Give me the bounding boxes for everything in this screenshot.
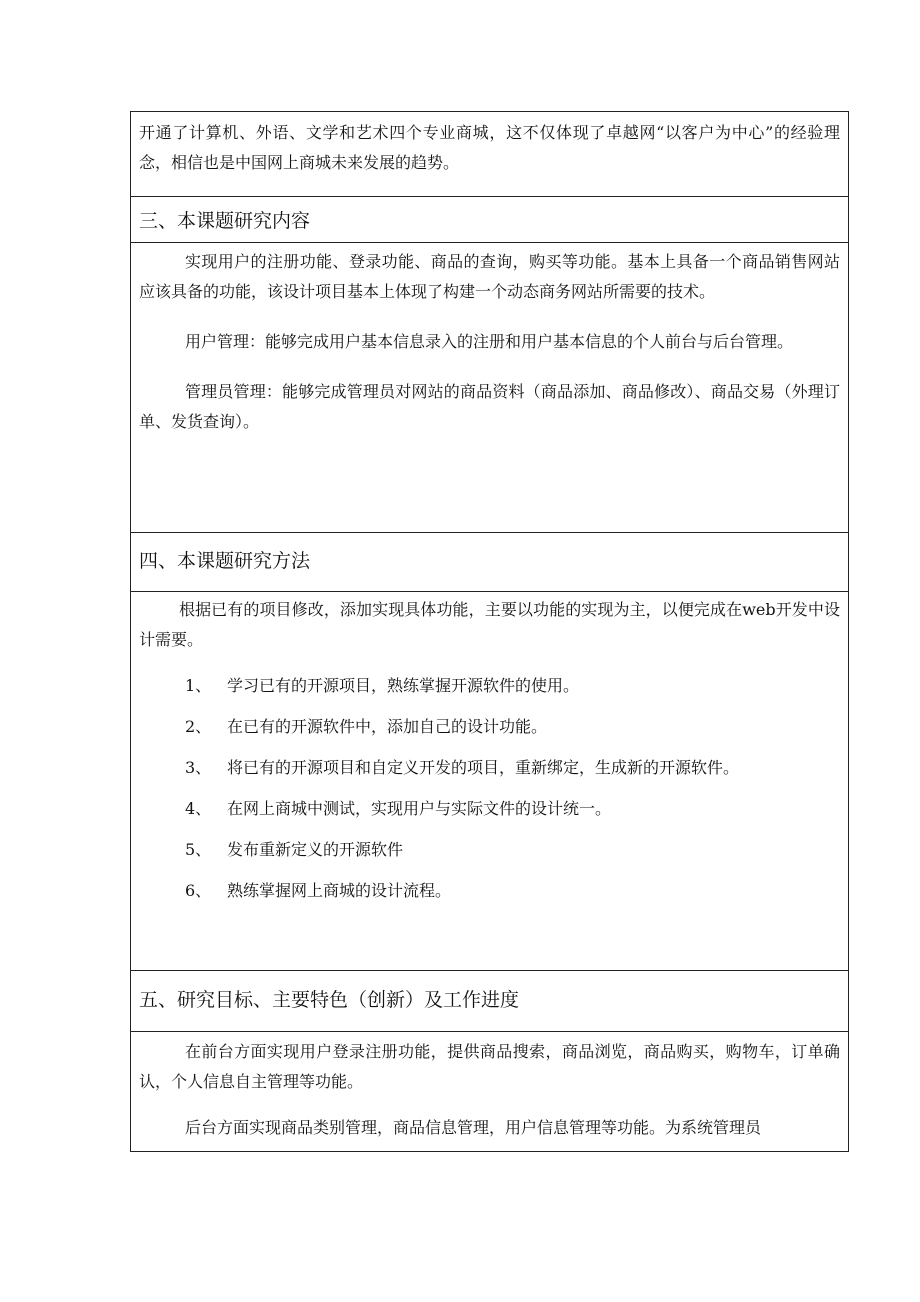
list-item (139, 837, 840, 860)
section3-paragraph: 用户管理：能够完成用户基本信息录入的注册和用户基本信息的个人前台与后台管理。 (185, 332, 794, 351)
section3-paragraph: 实现用户的注册功能、登录功能、商品的查询，购买等功能。基本上具备一个商品销售网站应该具备的功能，该设计项目基本上体现了构建一个动态商务网站所需要的技术。 (139, 252, 840, 301)
list-item (139, 673, 840, 696)
section5-heading-row (131, 970, 848, 1031)
section4-content-row (131, 591, 848, 970)
section4-intro: 根据已有的项目修改，添加实现具体功能，主要以功能的实现为主，以便完成在web开发中设计需要。 (139, 600, 840, 649)
section4-heading-row (131, 532, 848, 591)
list-item (139, 878, 840, 901)
list-item-text: 在已有的开源软件中，添加自己的设计功能。 (227, 717, 548, 736)
section5-paragraph: 后台方面实现商品类别管理，商品信息管理，用户信息管理等功能。为系统管理员 (185, 1118, 762, 1137)
list-item (139, 714, 840, 737)
list-item-text: 在网上商城中测试，实现用户与实际文件的设计统一。 (227, 799, 612, 818)
list-item (139, 755, 840, 778)
list-item-text: 学习已有的开源项目，熟练掌握开源软件的使用。 (227, 676, 580, 695)
section5-content-row (131, 1031, 848, 1151)
section3-paragraph: 管理员管理：能够完成管理员对网站的商品资料（商品添加、商品修改）、商品交易（外理订单、发货查询）。 (139, 382, 840, 431)
section3-content-row (131, 242, 848, 532)
section5-heading: 五、研究目标、主要特色（创新）及工作进度 (139, 989, 520, 1011)
list-item (139, 796, 840, 819)
section4-heading: 四、本课题研究方法 (139, 550, 311, 572)
list-item-number: 2、 (185, 717, 212, 736)
list-item-number: 5、 (185, 840, 212, 859)
list-item-text: 熟练掌握网上商城的设计流程。 (227, 881, 452, 900)
list-item-number: 3、 (185, 758, 212, 777)
section3-heading: 三、本课题研究内容 (139, 210, 311, 232)
list-item-text: 发布重新定义的开源软件 (227, 840, 404, 859)
intro-row (131, 112, 848, 196)
section3-heading-row (131, 196, 848, 242)
list-item-number: 4、 (185, 799, 212, 818)
list-item-text: 将已有的开源项目和自定义开发的项目，重新绑定，生成新的开源软件。 (227, 758, 740, 777)
section5-paragraph: 在前台方面实现用户登录注册功能，提供商品搜索，商品浏览，商品购买，购物车，订单确认，个人信息自主管理等功能。 (139, 1042, 840, 1091)
intro-paragraph: 开通了计算机、外语、文学和艺术四个专业商城，这不仅体现了卓越网“以客户为中心”的经验理念，相信也是中国网上商城未来发展的趋势。 (139, 123, 840, 172)
list-item-number: 6、 (185, 881, 212, 900)
document-table (130, 111, 849, 1152)
list-item-number: 1、 (185, 676, 212, 695)
